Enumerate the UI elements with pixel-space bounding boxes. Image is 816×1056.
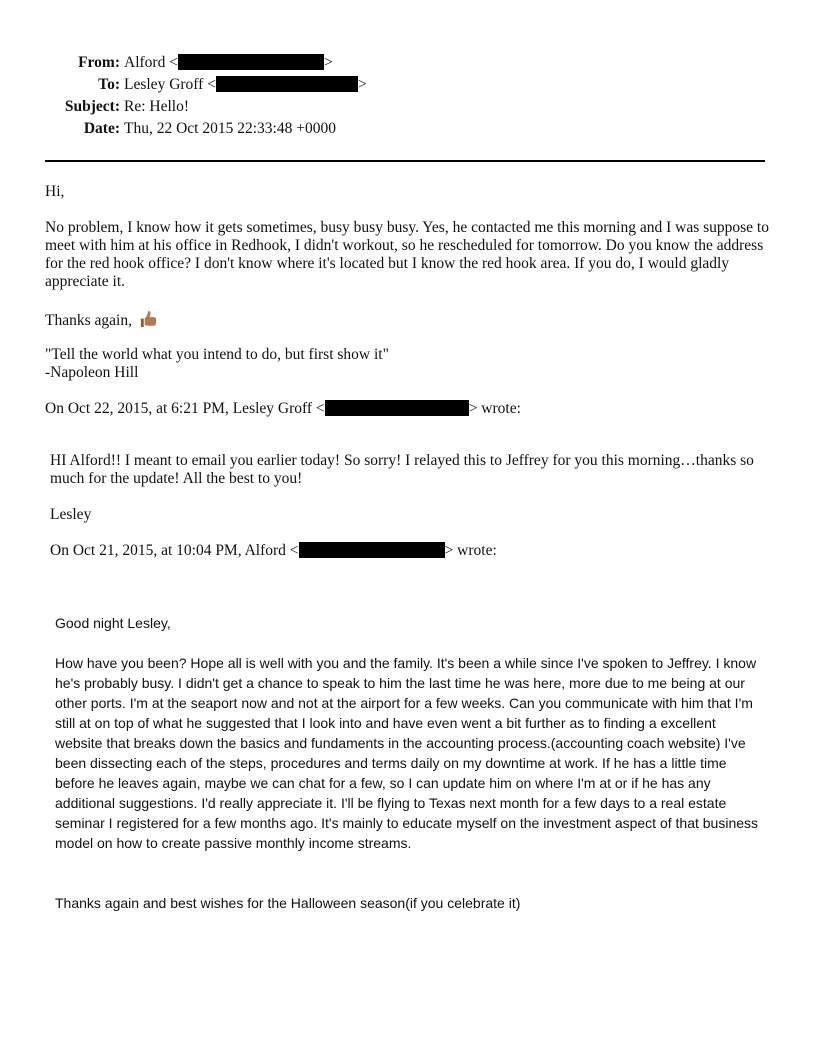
subject-value: Re: Hello! xyxy=(124,98,189,115)
header-to: To: Lesley Groff < > xyxy=(0,76,420,94)
from-label: From: xyxy=(78,54,120,71)
reply-attribution: On Oct 22, 2015, at 6:21 PM, Lesley Groff < > wrote: xyxy=(45,400,521,417)
redaction-bar xyxy=(178,54,324,70)
reply-body: No problem, I know how it gets sometimes, busy busy busy. Yes, he contacted me this morning and I was suppose to meet with him at his office in Redhook, I didn't workout, so he rescheduled for tomorrow. Do you know the address for the red hook office? I don't know where it's located but I know the red hook area. If you do, I would gladly appreciate it. xyxy=(45,219,769,290)
quoted-message-signature: Lesley xyxy=(50,506,92,523)
original-message-body: How have you been? Hope all is well with you and the family. It's been a while since I've spoken to Jeffrey. I know he's probably busy. I didn't get a chance to speak to him the last time he was here, more due to me being at our other ports. I'm at the seaport now and not at the airport for a few weeks. Can you communicate with him that I'm still at on top of what he suggested that I look into and have even went a bit further as to finding a excellent website that breaks down the basics and fundaments in the accounting process.(accounting coach website) I've been dissecting each of the steps, procedures and terms daily on my downtime at work. If he has a little time before he leaves again, maybe we can chat for a few, so I can update him on where I'm at or if he has any additional suggestions. I'd really appreciate it. I'll be flying to Texas next month for a few days to a real estate seminar I registered for a few months ago. It's mainly to educate myself on the investment aspect of that business model on how to create passive monthly income streams. xyxy=(55,655,759,851)
quote-text: "Tell the world what you intend to do, but first show it" xyxy=(45,346,389,363)
header-date xyxy=(0,120,420,138)
reply-thanks: Thanks again, xyxy=(45,310,770,330)
redaction-bar xyxy=(216,76,358,92)
header-divider xyxy=(45,160,765,162)
redaction-bar xyxy=(325,400,469,416)
thumbs-up-icon xyxy=(139,310,158,329)
reply-quote xyxy=(45,346,770,382)
quote-author: -Napoleon Hill xyxy=(45,364,139,381)
header-from: From: Alford < > xyxy=(0,54,420,72)
quoted-message-body: HI Alford!! I meant to email you earlier today! So sorry! I relayed this to Jeffrey for you this morning…thanks so much for the update! All the best to you! xyxy=(50,452,754,487)
date-label: Date: xyxy=(83,120,120,137)
reply-greeting: Hi, xyxy=(45,183,65,200)
from-name: Alford xyxy=(124,54,166,71)
original-message-greeting: Good night Lesley, xyxy=(55,615,171,631)
header-subject xyxy=(0,98,420,116)
date-value: Thu, 22 Oct 2015 22:33:48 +0000 xyxy=(124,120,336,137)
to-label: To: xyxy=(98,76,120,93)
to-name: Lesley Groff xyxy=(124,76,204,93)
subject-label: Subject: xyxy=(64,98,120,115)
redaction-bar xyxy=(299,542,445,558)
quoted-attribution: On Oct 21, 2015, at 10:04 PM, Alford < > wrote: xyxy=(50,542,497,559)
original-message-closing: Thanks again and best wishes for the Halloween season(if you celebrate it) xyxy=(55,895,521,911)
